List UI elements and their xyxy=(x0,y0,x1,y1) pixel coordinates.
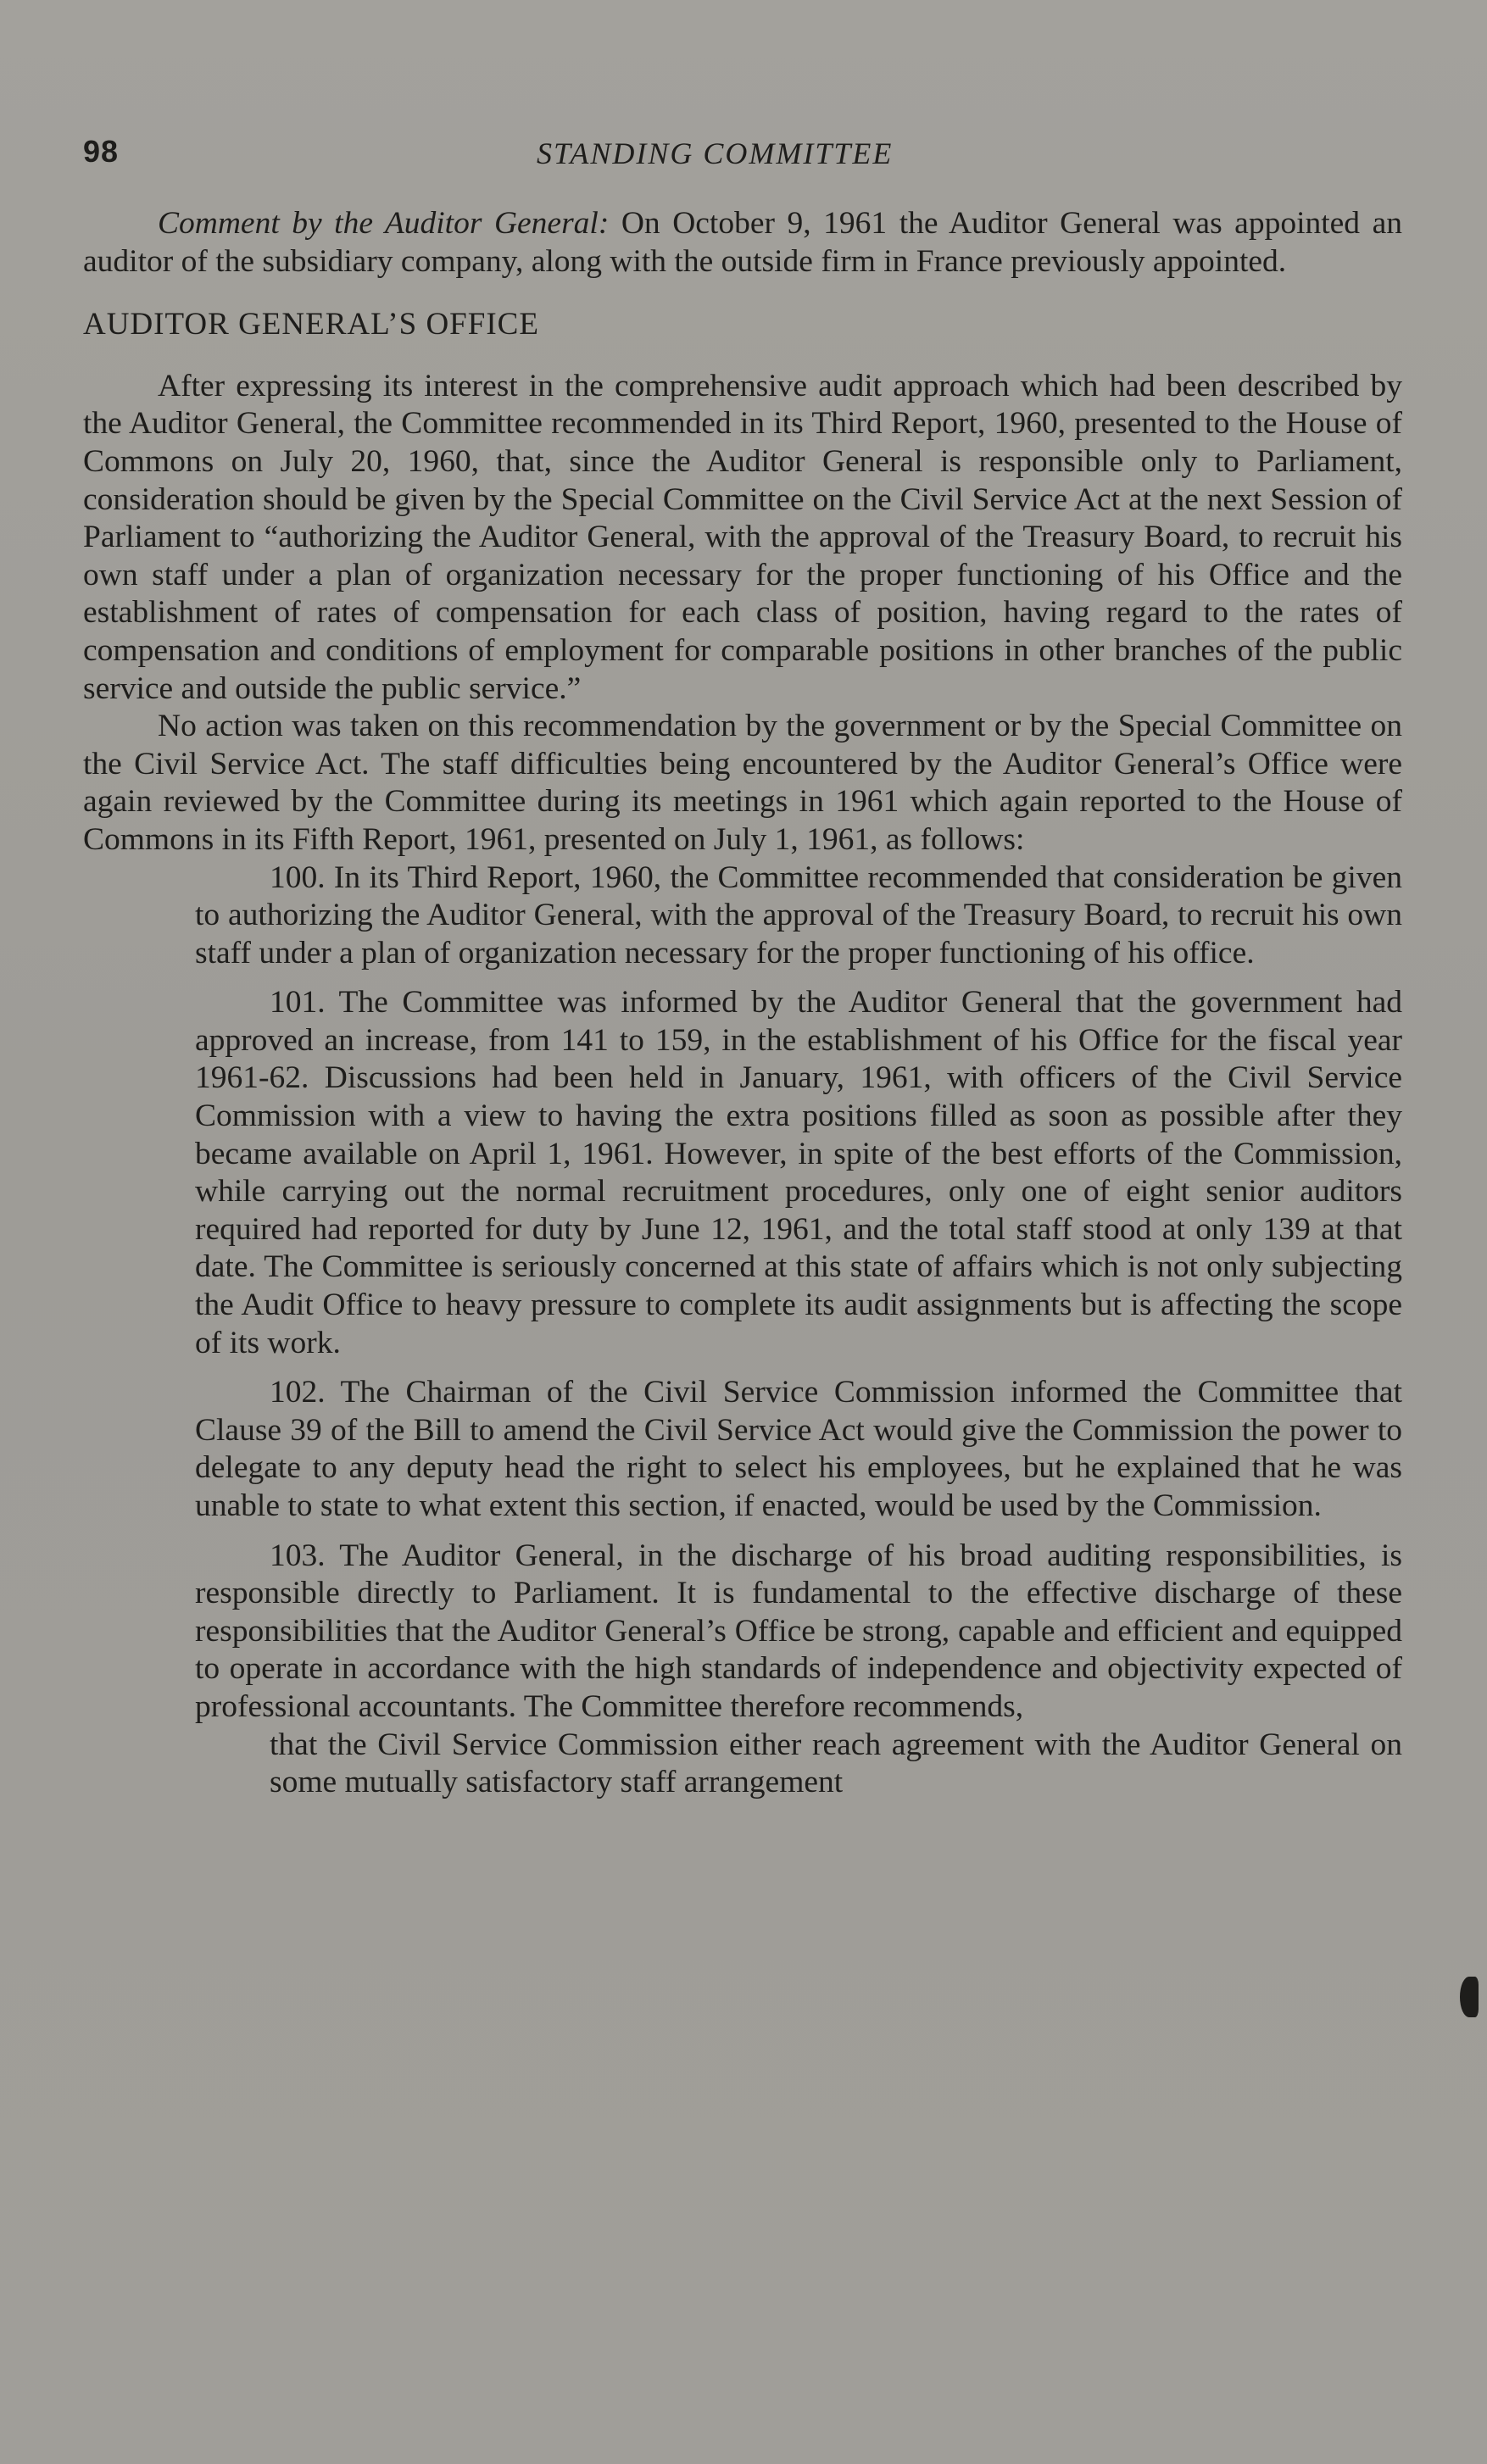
quoted-paragraph-102: 102. The Chairman of the Civil Service Commission informed the Committee that Clause 39 of the Bill to amend the Civil Service Act would give the Commission the power to delegate to any deputy head the right to select his employees, but he explained that he was unable to state to what extent this section, if enacted, would be used by the Commission. xyxy=(195,1375,1402,1523)
comment-text: On October 9, 1961 the Auditor General was appointed an auditor of the subsidiary company, along with the outside firm in France previously appointed. xyxy=(83,206,1402,279)
paragraph-third-report: After expressing its interest in the comprehensive audit approach which had been described by the Auditor General, the Committee recommended in its Third Report, 1960, presented to the House of Commons on July 20, 1960, that, since the Auditor General is responsible only to Parliament, consideration should be given by the Special Committee on the Civil Service Act at the next Session of Parliament to “authorizing the Auditor General, with the approval of the Treasury Board, to recruit his own staff under a plan of organization necessary for the proper functioning of his Office and the establishment of rates of compensation for each class of position, having regard to the rates of compensation and conditions of employment for comparable positions in other branches of the public service and outside the public service.” xyxy=(83,368,1402,706)
quoted-paragraph-101: 101. The Committee was informed by the Auditor General that the government had approved an increase, from 141 to 159, in the establishment of his Office for the fiscal year 1961-62. Discussions had been held in January, 1961, with officers of the Civil Service Commission with a view to having the extra positions filled as soon as possible after they became available on April 1, 1961. However, in spite of the best efforts of the Commission, while carrying out the normal recruitment procedures, only one of eight senior auditors required had reported for duty by June 12, 1961, and the total staff stood at only 139 at that date. The Committee is seriously concerned at this state of affairs which is not only subjecting the Audit Office to heavy pressure to complete its audit assignments but is affecting the scope of its work. xyxy=(195,985,1402,1360)
body-text xyxy=(83,205,1402,1802)
page-header xyxy=(83,134,1406,176)
paragraph-no-action: No action was taken on this recommendation by the government or by the Special Committee on the Civil Service Act. The staff difficulties being encountered by the Auditor General’s Office were again reviewed by the Committee during its meetings in 1961 which again reported to the House of Commons in its Fifth Report, 1961, presented on July 1, 1961, as follows: xyxy=(83,709,1402,857)
page-number: 98 xyxy=(83,134,120,169)
running-head: STANDING COMMITTEE xyxy=(537,136,894,170)
recommendation-text: that the Civil Service Commission either reach agreement with the Auditor General on some mutually satisfactory staff arrangement xyxy=(270,1727,1402,1800)
quoted-paragraph-103: 103. The Auditor General, in the discharge of his broad auditing responsibilities, is responsible directly to Parliament. It is fundamental to the effective discharge of these responsibilities that the Auditor General’s Office be strong, capable and efficient and equipped to operate in accordance with the high standards of independence and objectivity expected of professional accountants. The Committee therefore recommends, xyxy=(195,1538,1402,1724)
quoted-report-excerpt xyxy=(195,859,1402,1727)
section-title: AUDITOR GENERAL’S OFFICE xyxy=(83,307,539,342)
comment-lead: Comment by the Auditor General: xyxy=(158,206,610,241)
auditor-comment xyxy=(83,205,1402,281)
quoted-paragraph-100: 100. In its Third Report, 1960, the Committee recommended that consideration be given to authorizing the Auditor General, with the approval of the Treasury Board, to recruit his own staff under a plan of organization necessary for the proper functioning of his office. xyxy=(195,859,1402,971)
margin-ink-mark xyxy=(1460,1977,1479,2017)
